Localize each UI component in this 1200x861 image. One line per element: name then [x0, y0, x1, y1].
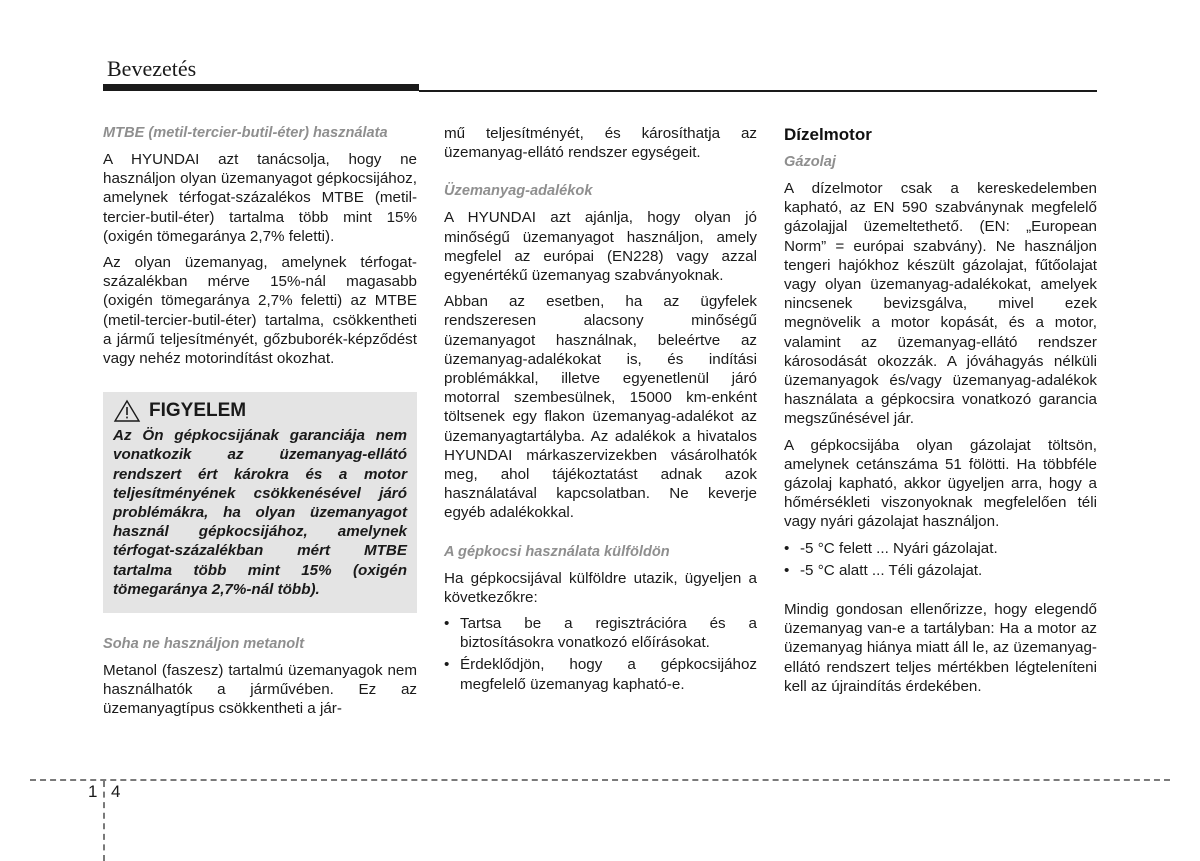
column-right [784, 124, 1097, 696]
warning-triangle-icon [113, 399, 141, 423]
footer-dashed-divider [103, 781, 105, 861]
warning-text: Az Ön gépkocsijának garanciája nem vonatkozik az üzemanyag-ellátó rendszert ért károkra és a motor teljesítményének csökkenésével járó problémákra, ha olyan üzemanyagot használ gépkocsijához, amelynek térfogat-százalékban mért MTBE tartalma több mint 15% (oxigén tömegaránya 2,7%-nál több). [113, 427, 407, 598]
header-rule-thick [103, 84, 419, 91]
column-middle [444, 124, 757, 701]
abroad-bullet-list [444, 614, 757, 694]
methanol-heading: Soha ne használjon metanolt [103, 636, 305, 653]
abroad-paragraph: Ha gépkocsijával külföldre utazik, ügyeljen a következőkre: [444, 569, 757, 606]
additives-paragraph-2: Abban az esetben, ha az ügyfelek rendszeresen alacsony minőségű üzemanyagot használnak, beleértve az üzemanyag-adalékokat is, és indítási problémákkal, illetve egyenetlenül járó motorral szembesülnek, 15000 km-enként töltsenek egy flakon üzemanyag-adalékot az üzemanyagtartályba. Az adalékok a hivatalos HYUNDAI márkaszervizekben vásárolhatók meg, ahol tájékoztatást adnak azok használatával kapcsolatban. Ne keverje egyéb adalékokkal. [444, 293, 757, 522]
mtbe-paragraph-2: Az olyan üzemanyag, amelynek térfogat-százalékban mérve 15%-nál magasabb (oxigén tömegaránya 2,7% feletti) az MTBE (metil-tercier-butil-éter) tartalma, csökkentheti a jármű teljesítményét, gőzbuborék-képződést vagy nehéz motorindítást okozhat. [103, 254, 417, 368]
diesel-paragraph-3: Mindig gondosan ellenőrizze, hogy elegendő üzemanyag van-e a tartályban: Ha a motor az üzemanyag hiánya miatt áll le, az üzemanyag-ellátó rendszert teljes mértékben légteleníteni kell az újraindítás érdekében. [784, 601, 1097, 695]
mtbe-heading: MTBE (metil-tercier-butil-éter) használata [103, 125, 388, 141]
diesel-paragraph-1: A dízelmotor csak a kereskedelemben kapható, az EN 590 szabványnak megfelelő gázolajjal üzemeltethető. (EN: „European Norm” = európai szabvány). Ne használjon tengeri hajókhoz készült gázolajat, fűtőolajat vagy olyan üzemanyag-adalékokat, amelyek nincsenek bevizsgálva, mivel ezek megnövelik a motor kopását, és a motor, valamint az üzemanyag-ellátó rendszer károsodását okozzák. A jóváhagyás nélküli üzemanyagok és/vagy üzemanyag-adalékok használata a gépkocsira vonatkozó garancia megszűnésével jár. [784, 180, 1097, 428]
temperature-bullet-list [784, 539, 1097, 580]
list-item: • Érdeklődjön, hogy a gépkocsijához megfelelő üzemanyag kapható-e. [444, 655, 757, 693]
column-left [103, 124, 417, 719]
list-item: • Tartsa be a regisztrációra és a biztosításokra vonatkozó előírásokat. [444, 614, 757, 652]
continued-paragraph: mű teljesítményét, és károsíthatja az üzemanyag-ellátó rendszer egységeit. [444, 125, 757, 162]
section-number: 1 [88, 782, 98, 801]
gasoil-heading: Gázolaj [784, 154, 836, 170]
list-item: • -5 °C alatt ... Téli gázolajat. [784, 561, 1097, 580]
warning-title: FIGYELEM [149, 400, 247, 422]
page-number: 4 [111, 782, 121, 801]
footer-dashed-rule [30, 779, 1170, 781]
additives-heading: Üzemanyag-adalékok [444, 183, 593, 200]
mtbe-paragraph-1: A HYUNDAI azt tanácsolja, hogy ne használjon olyan üzemanyagot gépkocsijához, amelynek térfogat-százalékos MTBE (metil-tercier-butil-éter) tartalma több mint 15% (oxigén tömegaránya 2,7% feletti). [103, 151, 417, 245]
diesel-paragraph-2: A gépkocsijába olyan gázolajat töltsön, amelynek cetánszáma 51 fölötti. Ha többféle gázolaj kapható, akkor ügyeljen arra, hogy a hőmérsékleti viszonyoknak megfelelően téli vagy nyári gázolajat használjon. [784, 436, 1097, 531]
additives-paragraph-1: A HYUNDAI azt ajánlja, hogy olyan jó minőségű üzemanyagot használjon, amely megfelel az európai (EN228) vagy azzal egyenértékű üzemanyag szabványoknak. [444, 209, 757, 285]
methanol-paragraph: Metanol (faszesz) tartalmú üzemanyagok nem használhatók a járművében. Ez az üzemanyagtípus csökkentheti a jár- [103, 662, 417, 718]
page-header-title: Bevezetés [107, 56, 197, 81]
abroad-heading: A gépkocsi használata külföldön [444, 543, 670, 560]
list-item: • -5 °C felett ... Nyári gázolajat. [784, 539, 1097, 558]
header-rule-thin [419, 90, 1097, 92]
diesel-heading: Dízelmotor [784, 125, 872, 144]
warning-box [103, 392, 417, 613]
